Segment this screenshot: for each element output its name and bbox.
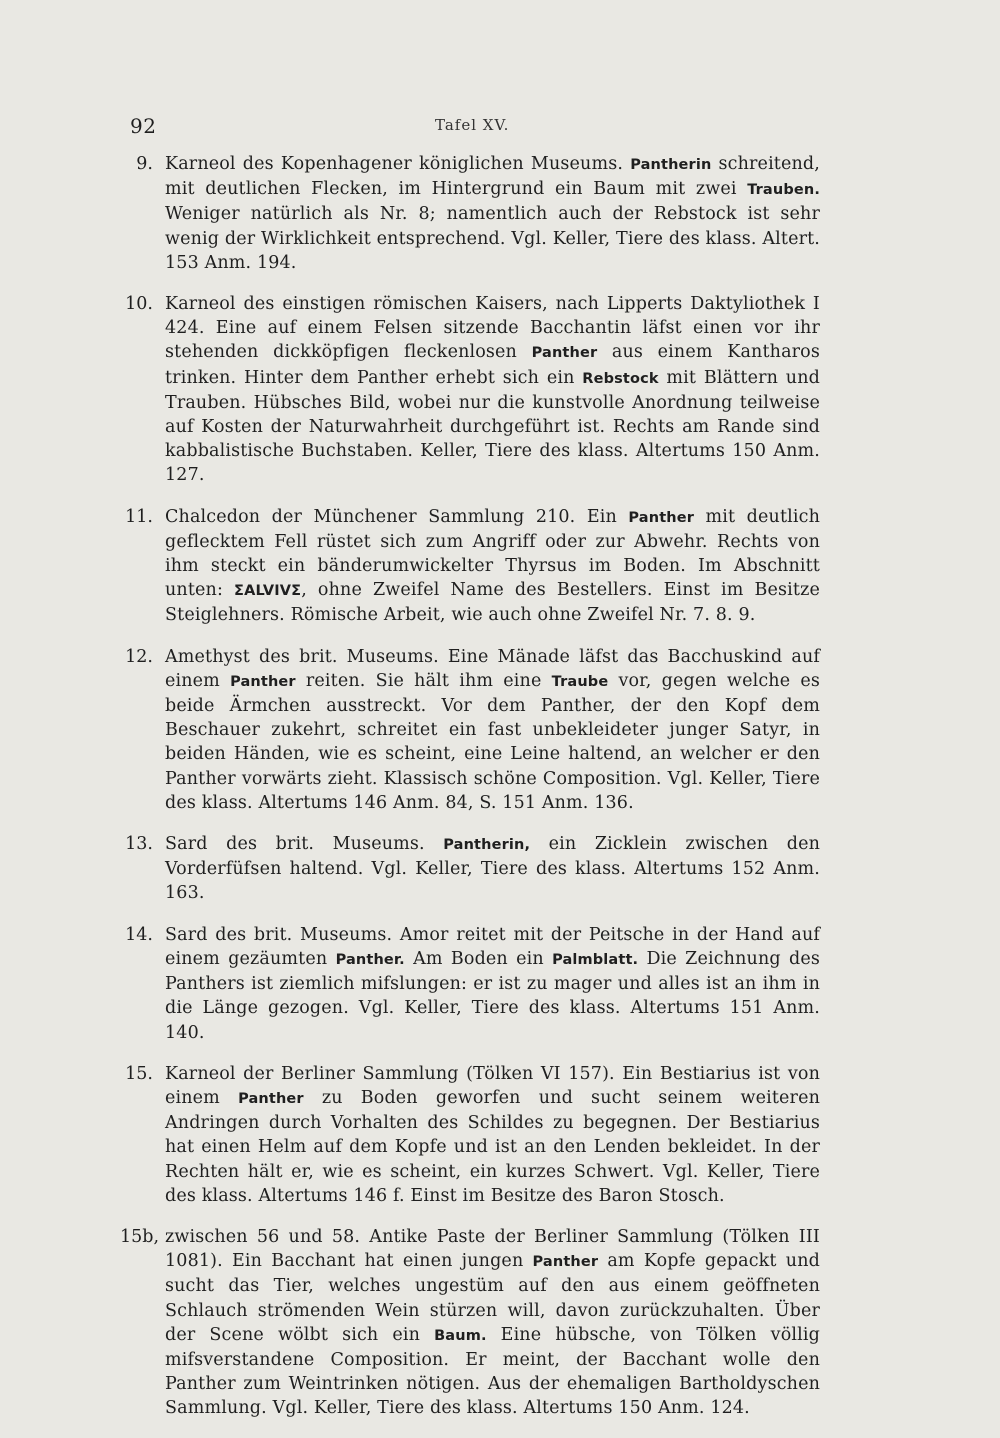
entry-text: [165, 1225, 820, 1421]
catalogue-entry: [120, 1225, 820, 1421]
entry-text-part: mit Blättern und Trauben. Hübsches Bild, wobei nur die kunstvolle Anordnung teilweise auf Kosten der Naturwahrheit durchgeführt ist. Rechts am Rande sind kabbalistische Buchstaben. Keller, Tiere des klass. Altertums 150 Anm. 127.: [165, 367, 821, 486]
catalogue-entry: [120, 152, 820, 275]
entry-text-part: Sard des brit. Museums.: [165, 834, 444, 855]
entry-text: [165, 832, 820, 906]
catalogue-entry: [120, 1062, 820, 1208]
page-header: [130, 114, 850, 144]
catalogue-entry: [120, 645, 820, 815]
entry-text-part: Sard des brit. Museums. Amor reitet mit der Peitsche in der Hand auf einem gezäumten: [165, 924, 820, 969]
entry-number: 9.: [136, 154, 153, 174]
bold-term: Panther: [230, 673, 296, 690]
entry-text: [165, 923, 820, 1045]
entry-text-part: Karneol des einstigen römischen Kaisers, nach Lipperts Daktyliothek I 424. Eine auf einem Felsen sitzende Bacchantin läfst einen vor ihr stehenden dickköpfigen fleckenlosen: [165, 294, 820, 363]
bold-term: Panther: [238, 1090, 304, 1107]
inscription: ΣALVIVΣ: [234, 583, 302, 600]
entry-text-part: Am Boden ein: [404, 948, 553, 969]
bold-term: Panther: [532, 1254, 599, 1271]
bold-term: Pantherin,: [443, 837, 531, 854]
bold-term: Panther.: [335, 951, 405, 968]
entry-text-part: , ohne Zweifel Name des Bestellers. Einst im Besitze Steiglehners. Römische Arbeit, wie auch ohne Zweifel Nr. 7. 8. 9.: [165, 580, 820, 626]
entry-text: [165, 152, 820, 275]
bold-term: Panther: [628, 509, 695, 526]
entry-number: 10.: [125, 294, 153, 315]
entry-text: [165, 292, 820, 488]
entry-number: 14.: [125, 924, 153, 945]
entry-text-part: zwischen 56 und 58. Antike Paste der Berliner Sammlung (Tölken III 1081). Ein Bacchant hat einen jungen: [165, 1226, 820, 1272]
catalogue-entries: [120, 152, 820, 1438]
entry-number: 15b,: [120, 1226, 160, 1247]
catalogue-entry: [120, 505, 820, 628]
catalogue-entry: [120, 923, 820, 1045]
bold-term: Rebstock: [582, 370, 659, 387]
entry-text-part: Karneol des Kopenhagener königlichen Museums.: [165, 154, 631, 174]
bold-term: Palmblatt.: [552, 951, 639, 968]
page-number: 92: [130, 114, 157, 138]
catalogue-entry: [120, 292, 820, 488]
entry-text-part: vor, gegen welche es beide Ärmchen ausstreckt. Vor dem Panther, der den Kopf dem Beschauer zukehrt, schreitet ein fast unbekleideter junger Satyr, in beiden Händen, wie es scheint, eine Leine haltend, an welcher er den Panther vorwärts zieht. Klassisch schöne Composition. Vgl. Keller, Tiere des klass. Altertums 146 Anm. 84, S. 151 Anm. 136.: [165, 670, 820, 813]
entry-text-part: Karneol der Berliner Sammlung (Tölken VI 157). Ein Bestiarius ist von einem: [165, 1063, 820, 1108]
catalogue-entry: [120, 832, 820, 906]
entry-number: 13.: [125, 834, 153, 855]
entry-text-part: Eine hübsche, von Tölken völlig mifsverstandene Composition. Er meint, der Bacchant wolle den Panther zum Weintrinken nötigen. Aus der ehemaligen Bartholdyschen Sammlung. Vgl. Keller, Tiere des klass. Altertums 150 Anm. 124.: [165, 1324, 820, 1419]
bold-term: Trauben.: [747, 182, 820, 199]
running-head: Tafel XV.: [435, 116, 510, 134]
entry-text-part: zu Boden geworfen und sucht seinem weiteren Andringen durch Vorhalten des Schildes zu begegnen. Der Bestiarius hat einen Helm auf dem Kopfe und ist an den Lenden bekleidet. In der Rechten hält er, wie es scheint, ein kurzes Schwert. Vgl. Keller, Tiere des klass. Altertums 146 f. Einst im Besitze des Baron Stosch.: [165, 1087, 820, 1206]
entry-text-part: mit deutlich geflecktem Fell rüstet sich zum Angriff oder zur Abwehr. Rechts von ihm steckt ein bänderumwickelter Thyrsus im Boden. Im Abschnitt unten:: [165, 506, 820, 601]
entry-text: [165, 505, 820, 628]
bold-term: Pantherin: [630, 157, 712, 173]
entry-text-part: am Kopfe gepackt und sucht das Tier, welches ungestüm auf den aus einem geöffneten Schlauch strömenden Wein stürzen will, davon zurückzuhalten. Über der Scene wölbt sich ein: [165, 1251, 820, 1345]
bold-term: Panther: [531, 345, 598, 362]
entry-text-part: schreitend, mit deutlichen Flecken, im Hintergrund ein Baum mit zwei: [165, 154, 820, 200]
entry-text-part: ein Zicklein zwischen den Vorderfüfsen haltend. Vgl. Keller, Tiere des klass. Altertums 152 Anm. 163.: [165, 834, 820, 904]
entry-text-part: reiten. Sie hält ihm eine: [295, 670, 552, 691]
entry-text: [165, 645, 820, 815]
entry-number: 15.: [125, 1063, 153, 1084]
entry-text-part: Amethyst des brit. Museums. Eine Mänade läfst das Bacchuskind auf einem: [165, 646, 820, 691]
entry-text-part: aus einem Kantharos trinken. Hinter dem Panther erhebt sich ein: [165, 342, 820, 388]
bold-term: Traube: [551, 673, 609, 690]
entry-text-part: Die Zeichnung des Panthers ist ziemlich mifslungen: er ist zu mager und alles ist an ihm in die Länge gezogen. Vgl. Keller, Tiere des klass. Altertums 151 Anm. 140.: [165, 948, 820, 1043]
bold-term: Baum.: [434, 1327, 487, 1344]
entry-text-part: Chalcedon der Münchener Sammlung 210. Ein: [165, 506, 629, 527]
entry-number: 11.: [125, 506, 153, 527]
entry-text: [165, 1062, 820, 1208]
entry-number: 12.: [125, 646, 153, 667]
entry-text-part: Weniger natürlich als Nr. 8; namentlich auch der Rebstock ist sehr wenig der Wirklichkeit entsprechend. Vgl. Keller, Tiere des klass. Altert. 153 Anm. 194.: [165, 204, 820, 273]
